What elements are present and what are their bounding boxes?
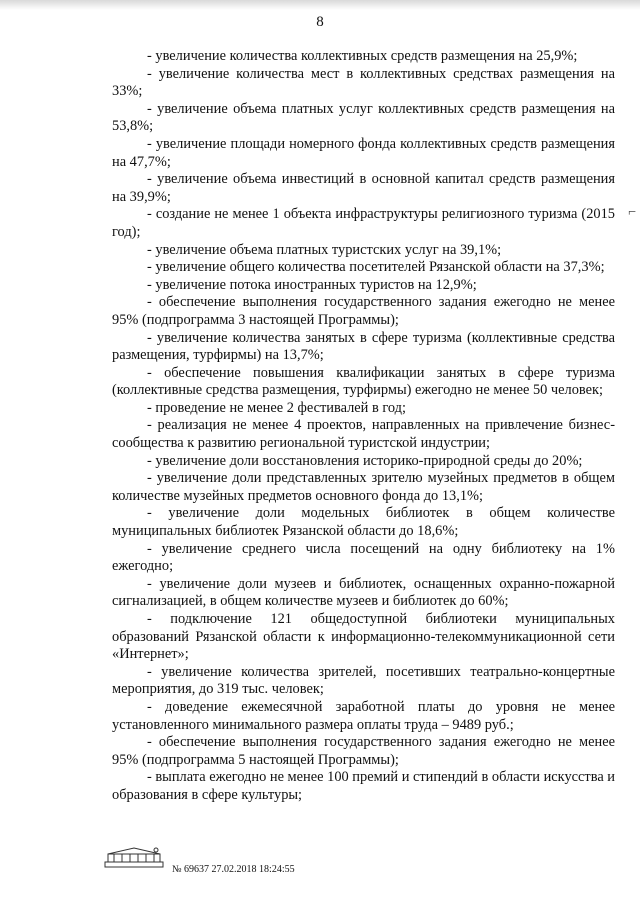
scan-edge-shadow xyxy=(0,0,640,10)
document-registration-info: № 69637 27.02.2018 18:24:55 xyxy=(172,864,295,875)
list-item: - увеличение общего количества посетителей Рязанской области на 37,3%; xyxy=(147,259,605,276)
list-item: - увеличение доли восстановления историко-природной среды до 20%; xyxy=(147,452,583,469)
list-item: - создание не менее 1 объекта инфраструктуры религиозного туризма (2015 год); xyxy=(112,206,615,240)
list-item: - увеличение количества зрителей, посетивших театрально-концертные мероприятия, до 319 тыс. человек; xyxy=(112,663,615,698)
scan-artifact-icon: ⌐ xyxy=(628,205,636,220)
list-item: - доведение ежемесячной заработной платы до уровня не менее установленного минимального размера оплаты труда – 9489 руб.; xyxy=(112,698,615,733)
list-item: - увеличение потока иностранных туристов на 12,9%; xyxy=(147,276,477,293)
list-item: - увеличение доли модельных библиотек в общем количестве муниципальных библиотек Рязанской области до 18,6%; xyxy=(112,505,615,540)
list-item: - подключение 121 общедоступной библиотеки муниципальных образований Рязанской области к информационно-телекоммуникационной сети «Интернет»; xyxy=(112,611,615,663)
list-item: - выплата ежегодно не менее 100 премий и стипендий в области искусства и образования в сфере культуры; xyxy=(112,769,616,803)
list-item: - обеспечение повышения квалификации занятых в сфере туризма (коллективные средства размещения, турфирмы) ежегодно не менее 50 человек; xyxy=(112,364,615,399)
list-item: - обеспечение выполнения государственного задания ежегодно не менее 95% (подпрограмма 5 настоящей Программы); xyxy=(112,734,615,768)
building-stamp-icon xyxy=(104,846,164,868)
list-item: - увеличение объема платных туристских услуг на 39,1%; xyxy=(147,241,502,258)
list-item: - увеличение среднего числа посещений на одну библиотеку на 1% ежегодно; xyxy=(112,540,615,575)
list-item: - увеличение доли музеев и библиотек, оснащенных охранно-пожарной сигнализацией, в общем количестве музеев и библиотек до 60%; xyxy=(112,575,615,610)
list-item: - увеличение площади номерного фонда коллективных средств размещения на 47,7%; xyxy=(112,135,615,170)
list-item: - реализация не менее 4 проектов, направленных на привлечение бизнес-сообщества к развитию региональной туристской индустрии; xyxy=(112,417,615,452)
list-item: - увеличение объема инвестиций в основной капитал средств размещения на 39,9%; xyxy=(112,171,615,205)
page-number: 8 xyxy=(316,14,324,30)
list-item: - увеличение доли представленных зрителю музейных предметов в общем количестве музейных предметов основного фонда до 13,1%; xyxy=(112,470,615,504)
list-item: - увеличение количества коллективных средств размещения на 25,9%; xyxy=(147,48,578,64)
list-item: - проведение не менее 2 фестивалей в год; xyxy=(147,399,407,416)
list-item: - увеличение количества занятых в сфере туризма (коллективные средства размещения, турфирмы) на 13,7%; xyxy=(112,329,615,364)
list-item: - увеличение объема платных услуг коллективных средств размещения на 53,8%; xyxy=(112,100,615,135)
document-body xyxy=(112,48,615,805)
list-item: - обеспечение выполнения государственного задания ежегодно не менее 95% (подпрограмма 3 настоящей Программы); xyxy=(112,294,615,328)
list-item: - увеличение количества мест в коллективных средствах размещения на 33%; xyxy=(112,65,615,100)
